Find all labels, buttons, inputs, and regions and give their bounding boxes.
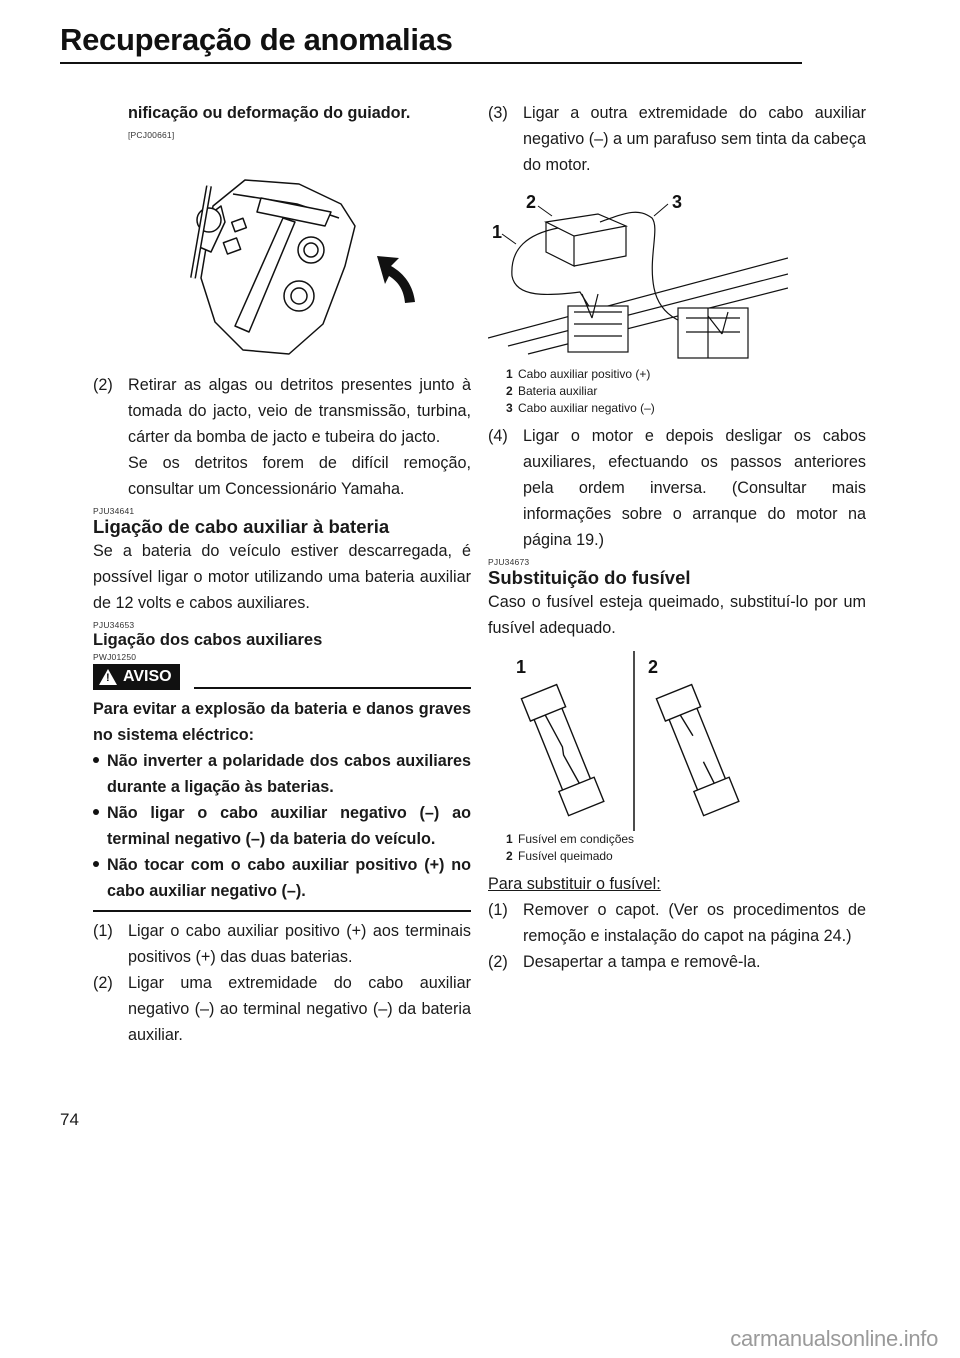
step-number: (4): [488, 427, 508, 445]
figure-legend: [488, 366, 866, 417]
step-number: (2): [93, 974, 113, 992]
step-text: Ligar uma extremidade do cabo auxiliar negativo (–) ao terminal negativo (–) da bateria auxiliar.: [128, 974, 471, 1044]
step-text: Ligar o cabo auxiliar positivo (+) aos terminais positivos (+) das duas baterias.: [128, 922, 471, 966]
step-2-connect-negative: [93, 970, 471, 1048]
handlebar-figure: [93, 146, 471, 364]
warning-badge: [93, 664, 180, 690]
warning-continuation: nificação ou deformação do guiador.: [128, 104, 411, 122]
warning-bullet-text: Não ligar o cabo auxiliar negativo (–) ao terminal negativo (–) da bateria do veículo.: [107, 804, 471, 848]
left-column: [93, 100, 471, 1048]
step-number: (1): [488, 901, 508, 919]
callout-2: 2: [526, 192, 537, 212]
warning-bullet-text: Não tocar com o cabo auxiliar positivo (+) no cabo auxiliar negativo (–).: [107, 856, 471, 900]
warning-intro: Para evitar a explosão da bateria e danos graves no sistema eléctrico:: [93, 700, 471, 744]
watermark: carmanualsonline.info: [730, 1326, 938, 1351]
step-2-note: Se os detritos forem de difícil remoção, consultar um Concessionário Yamaha.: [128, 454, 471, 498]
section-heading-cable-connection: Ligação dos cabos auxiliares: [93, 631, 323, 649]
fuse-illustration-icon: [488, 651, 788, 831]
step-1-connect-positive: [93, 918, 471, 970]
jump-cable-figure: [488, 188, 866, 366]
procedure-step-1: [488, 897, 866, 949]
legend-item: 2 Fusível queimado: [506, 849, 613, 863]
fuse-legend: [488, 831, 866, 865]
callout-1: 1: [492, 222, 503, 242]
section-body: Se a bateria do veículo estiver descarregada, é possível ligar o motor utilizando uma bateria auxiliar de 12 volts e cabos auxiliares.: [93, 542, 471, 612]
section-code: PJU34653: [93, 620, 135, 630]
warning-bullet-text: Não inverter a polaridade dos cabos auxiliares durante a ligação às baterias.: [107, 752, 471, 796]
legend-item: 3 Cabo auxiliar negativo (–): [506, 401, 655, 415]
step-text: Remover o capot. (Ver os procedimentos de remoção e instalação do capot na página 24.): [523, 901, 866, 945]
legend-item: 1 Fusível em condições: [506, 832, 635, 846]
step-3-ground-negative: [488, 100, 866, 178]
page-number: 74: [60, 1110, 79, 1129]
section-code: PJU34673: [488, 557, 530, 567]
step-number: (3): [488, 104, 508, 122]
procedure-step-2: [488, 949, 866, 975]
warning-bullet: [93, 800, 471, 852]
bullet-icon: [93, 800, 107, 852]
warning-bullet: [93, 852, 471, 904]
step-text: Retirar as algas ou detritos presentes junto à tomada do jacto, veio de transmissão, turbina, cárter da bomba de jacto e tubeira do jacto.: [128, 376, 471, 446]
section-body: Caso o fusível esteja queimado, substituí-lo por um fusível adequado.: [488, 593, 866, 637]
warning-end-rule: [93, 910, 471, 912]
warning-rule: [194, 687, 471, 689]
page-title: Recuperação de anomalias: [60, 22, 453, 57]
callout-2: 2: [648, 657, 659, 677]
blown-fuse-icon: [656, 685, 738, 816]
warning-triangle-icon: !: [99, 669, 117, 685]
step-number: (2): [488, 953, 508, 971]
good-fuse-icon: [521, 685, 603, 816]
warning-label: AVISO: [123, 668, 172, 685]
warning-code: PWJ01250: [93, 652, 137, 662]
step-2-remove-debris: [93, 372, 471, 450]
handlebar-pivot-illustration-icon: [93, 146, 471, 364]
step-number: (1): [93, 922, 113, 940]
warning-header: [93, 664, 471, 690]
jump-cable-illustration-icon: [488, 188, 788, 366]
warning-bullet: [93, 748, 471, 800]
bullet-icon: [93, 852, 107, 904]
step-number: (2): [93, 376, 113, 394]
bullet-icon: [93, 748, 107, 800]
fuse-figure: [488, 651, 866, 831]
section-heading-jump-start: Ligação de cabo auxiliar à bateria: [93, 516, 390, 537]
procedure-title: Para substituir o fusível:: [488, 875, 661, 893]
title-rule: [60, 62, 802, 64]
step-text: Ligar o motor e depois desligar os cabos auxiliares, efectuando os passos anteriores pela ordem inversa. (Consultar mais informações sobre o arranque do motor na página 19.): [523, 427, 866, 549]
section-heading-fuse: Substituição do fusível: [488, 567, 691, 588]
legend-item: 2 Bateria auxiliar: [506, 384, 598, 398]
section-code: PJU34641: [93, 506, 135, 516]
step-4-start-engine: [488, 423, 866, 553]
step-text: Desapertar a tampa e removê-la.: [523, 953, 761, 971]
curved-arrow-icon: [377, 256, 415, 303]
step-text: Ligar a outra extremidade do cabo auxiliar negativo (–) a um parafuso sem tinta da cabeça do motor.: [523, 104, 866, 174]
legend-item: 1 Cabo auxiliar positivo (+): [506, 367, 651, 381]
callout-3: 3: [672, 192, 683, 212]
right-column: [488, 100, 866, 975]
callout-1: 1: [516, 657, 527, 677]
caution-ref-code: [PCJ00661]: [128, 130, 175, 140]
